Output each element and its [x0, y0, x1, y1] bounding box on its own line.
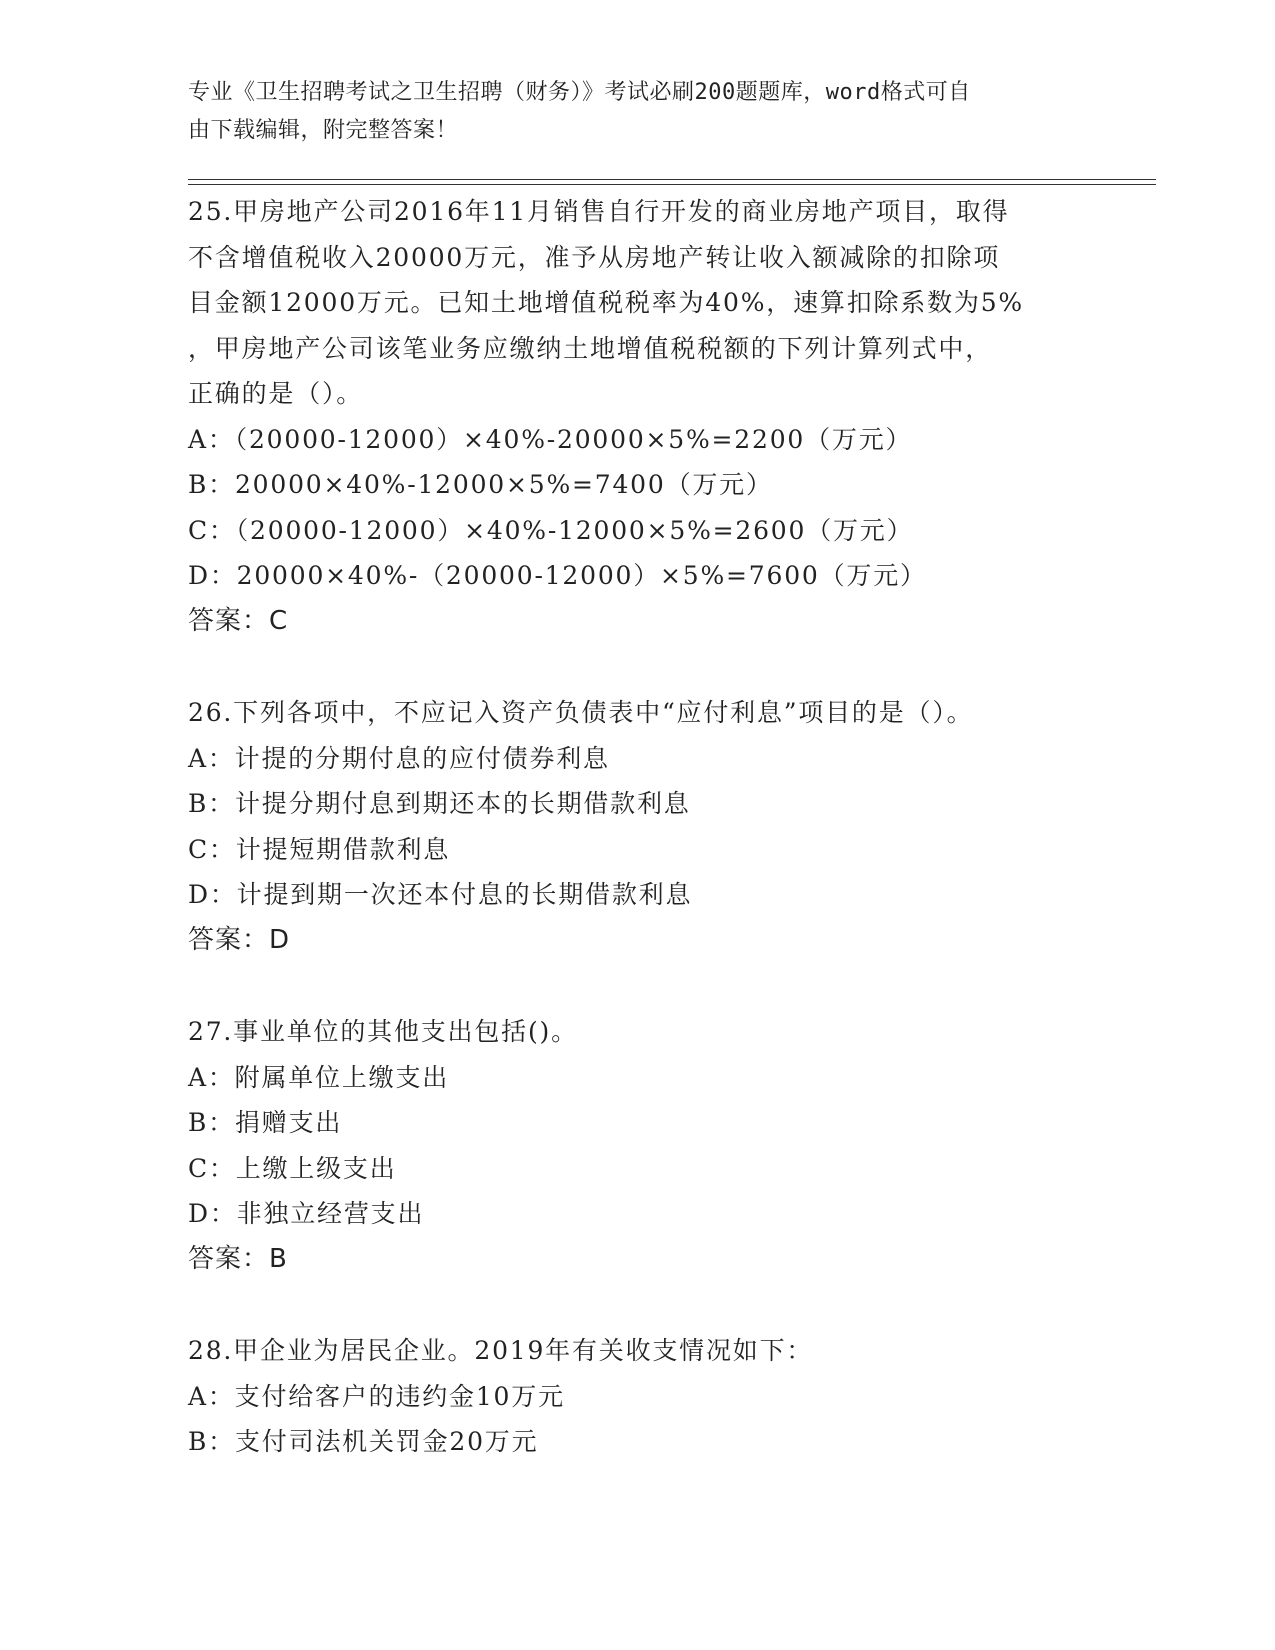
- header-line-2: 由下载编辑，附完整答案！: [188, 118, 459, 143]
- question-stem-line: 27.事业单位的其他支出包括()。: [188, 1017, 578, 1046]
- option-b: B：20000×40%-12000×5%=7400（万元）: [188, 470, 773, 499]
- option-d: D：非独立经营支出: [188, 1199, 425, 1228]
- question-stem-line: 目金额12000万元。已知土地增值税税率为40%，速算扣除系数为5%: [188, 288, 1024, 317]
- answer-label: 答案：B: [188, 1243, 288, 1274]
- header-line-1: 专业《卫生招聘考试之卫生招聘（财务）》考试必刷200题题库，word格式可自: [188, 80, 971, 105]
- question-28: [188, 1328, 1088, 1465]
- question-stem-line: 26.下列各项中，不应记入资产负债表中“应付利息”项目的是（）。: [188, 698, 974, 727]
- question-27: [188, 1009, 1088, 1282]
- option-c: C：（20000-12000）×40%-12000×5%=2600（万元）: [188, 515, 914, 545]
- answer-label: 答案：D: [188, 924, 291, 955]
- option-c: C：计提短期借款利息: [188, 834, 451, 864]
- question-stem-line: ，甲房地产公司该笔业务应缴纳土地增值税税额的下列计算列式中，: [188, 333, 993, 363]
- question-list: [188, 189, 1088, 1511]
- option-c: C：上缴上级支出: [188, 1153, 397, 1183]
- option-a: A：（20000-12000）×40%-20000×5%=2200（万元）: [188, 424, 913, 454]
- header-divider-bottom: [188, 184, 1156, 185]
- option-b: B：捐赠支出: [188, 1108, 343, 1137]
- question-stem-line: 25.甲房地产公司2016年11月销售自行开发的商业房地产项目，取得: [188, 197, 1010, 226]
- option-b: B：支付司法机关罚金20万元: [188, 1427, 539, 1456]
- option-a: A：计提的分期付息的应付债券利息: [188, 743, 610, 773]
- option-a: A：支付给客户的违约金10万元: [188, 1381, 565, 1411]
- question-stem-line: 正确的是（）。: [188, 379, 364, 408]
- question-stem-line: 不含增值税收入20000万元，准予从房地产转让收入额减除的扣除项: [188, 242, 1001, 272]
- option-a: A：附属单位上缴支出: [188, 1062, 450, 1092]
- question-25: [188, 189, 1088, 644]
- option-d: D：20000×40%-（20000-12000）×5%=7600（万元）: [188, 561, 927, 590]
- option-b: B：计提分期付息到期还本的长期借款利息: [188, 789, 691, 818]
- answer-label: 答案：C: [188, 605, 289, 636]
- question-stem-line: 28.甲企业为居民企业。2019年有关收支情况如下：: [188, 1336, 814, 1365]
- header-divider-top: [188, 179, 1156, 180]
- question-26: [188, 690, 1088, 963]
- document-header: [188, 74, 1068, 150]
- option-d: D：计提到期一次还本付息的长期借款利息: [188, 880, 693, 909]
